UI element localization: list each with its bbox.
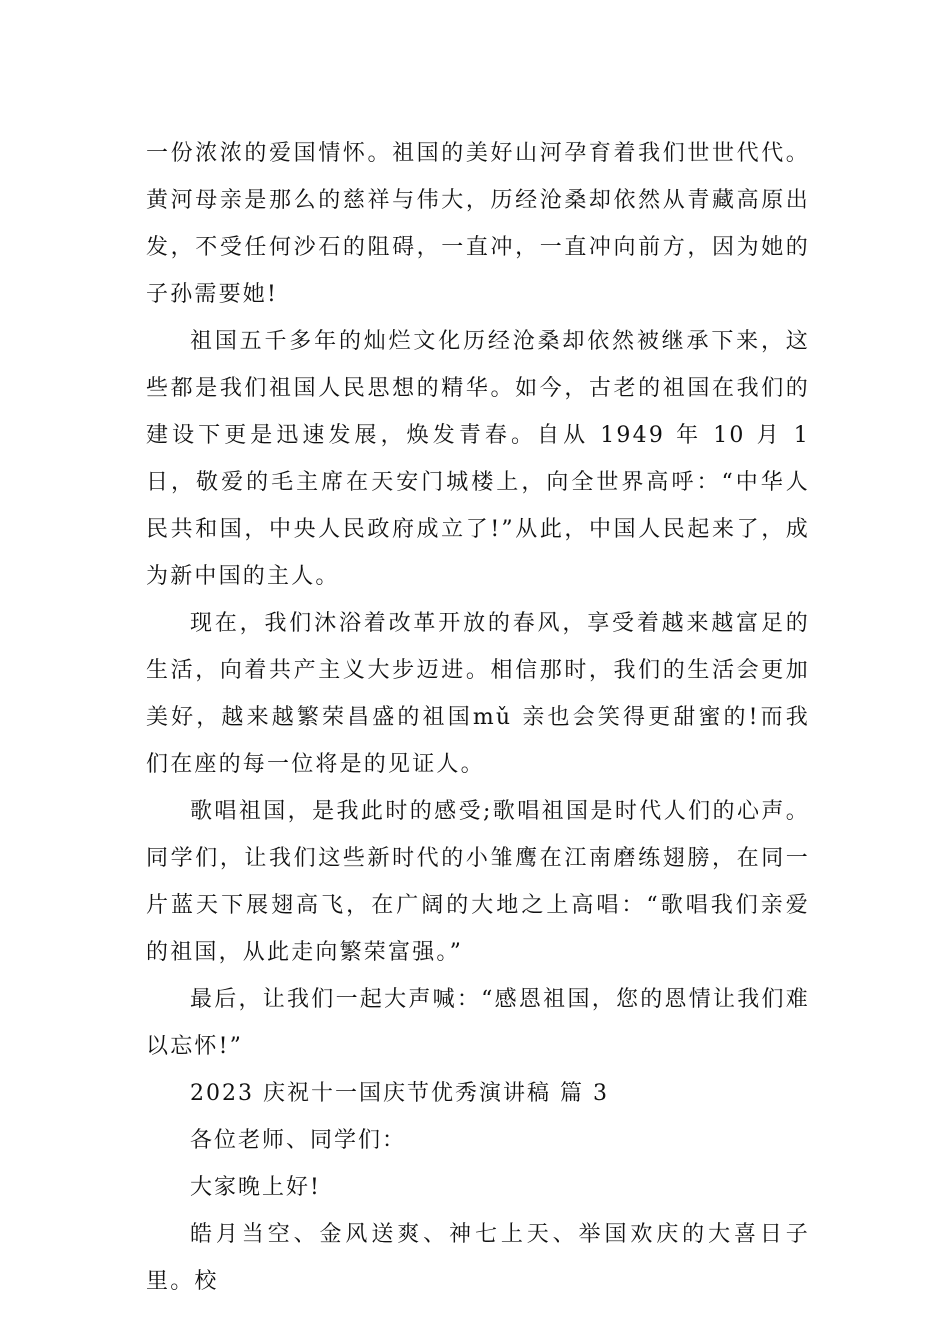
paragraph-closing-shout: 最后，让我们一起大声喊：“感恩祖国，您的恩情让我们难以忘怀!” (146, 987, 810, 1059)
paragraph-reform-opening: 现在，我们沐浴着改革开放的春风，享受着越来越富足的生活，向着共产主义大步迈进。相信那时，我们的生活会更加美好，越来越繁荣昌盛的祖国mǔ 亲也会笑得更甜蜜的!而我们在座的每一位将是的见证人。 (146, 611, 810, 777)
salutation: 各位老师、同学们： (190, 1128, 407, 1153)
document-body (146, 130, 810, 1305)
section-title: 2023 庆祝十一国庆节优秀演讲稿 篇 3 (190, 1081, 609, 1106)
greeting: 大家晚上好! (190, 1175, 321, 1200)
paragraph-culture-history: 祖国五千多年的灿烂文化历经沧桑却依然被继承下来，这些都是我们祖国人民思想的精华。如今，古老的祖国在我们的建设下更是迅速发展，焕发青春。自从 1949 年 10 月 1 日，敬爱的毛主席在天安门城楼上，向全世界高呼：“中华人民共和国，中央人民政府成立了!”从此，中国人民起来了，成为新中国的主人。 (146, 329, 810, 589)
paragraph-opening-line: 皓月当空、金风送爽、神七上天、举国欢庆的大喜日子里。校 (146, 1222, 810, 1294)
paragraph-patriotism-continuation: 一份浓浓的爱国情怀。祖国的美好山河孕育着我们世世代代。黄河母亲是那么的慈祥与伟大，历经沧桑却依然从青藏高原出发，不受任何沙石的阻碍，一直冲，一直冲向前方，因为她的子孙需要她! (146, 141, 810, 307)
paragraph-sing-motherland: 歌唱祖国，是我此时的感受;歌唱祖国是时代人们的心声。同学们，让我们这些新时代的小雏鹰在江南磨练翅膀，在同一片蓝天下展翅高飞，在广阔的大地之上高唱：“歌唱我们亲爱的祖国，从此走向繁荣富强。” (146, 799, 810, 965)
